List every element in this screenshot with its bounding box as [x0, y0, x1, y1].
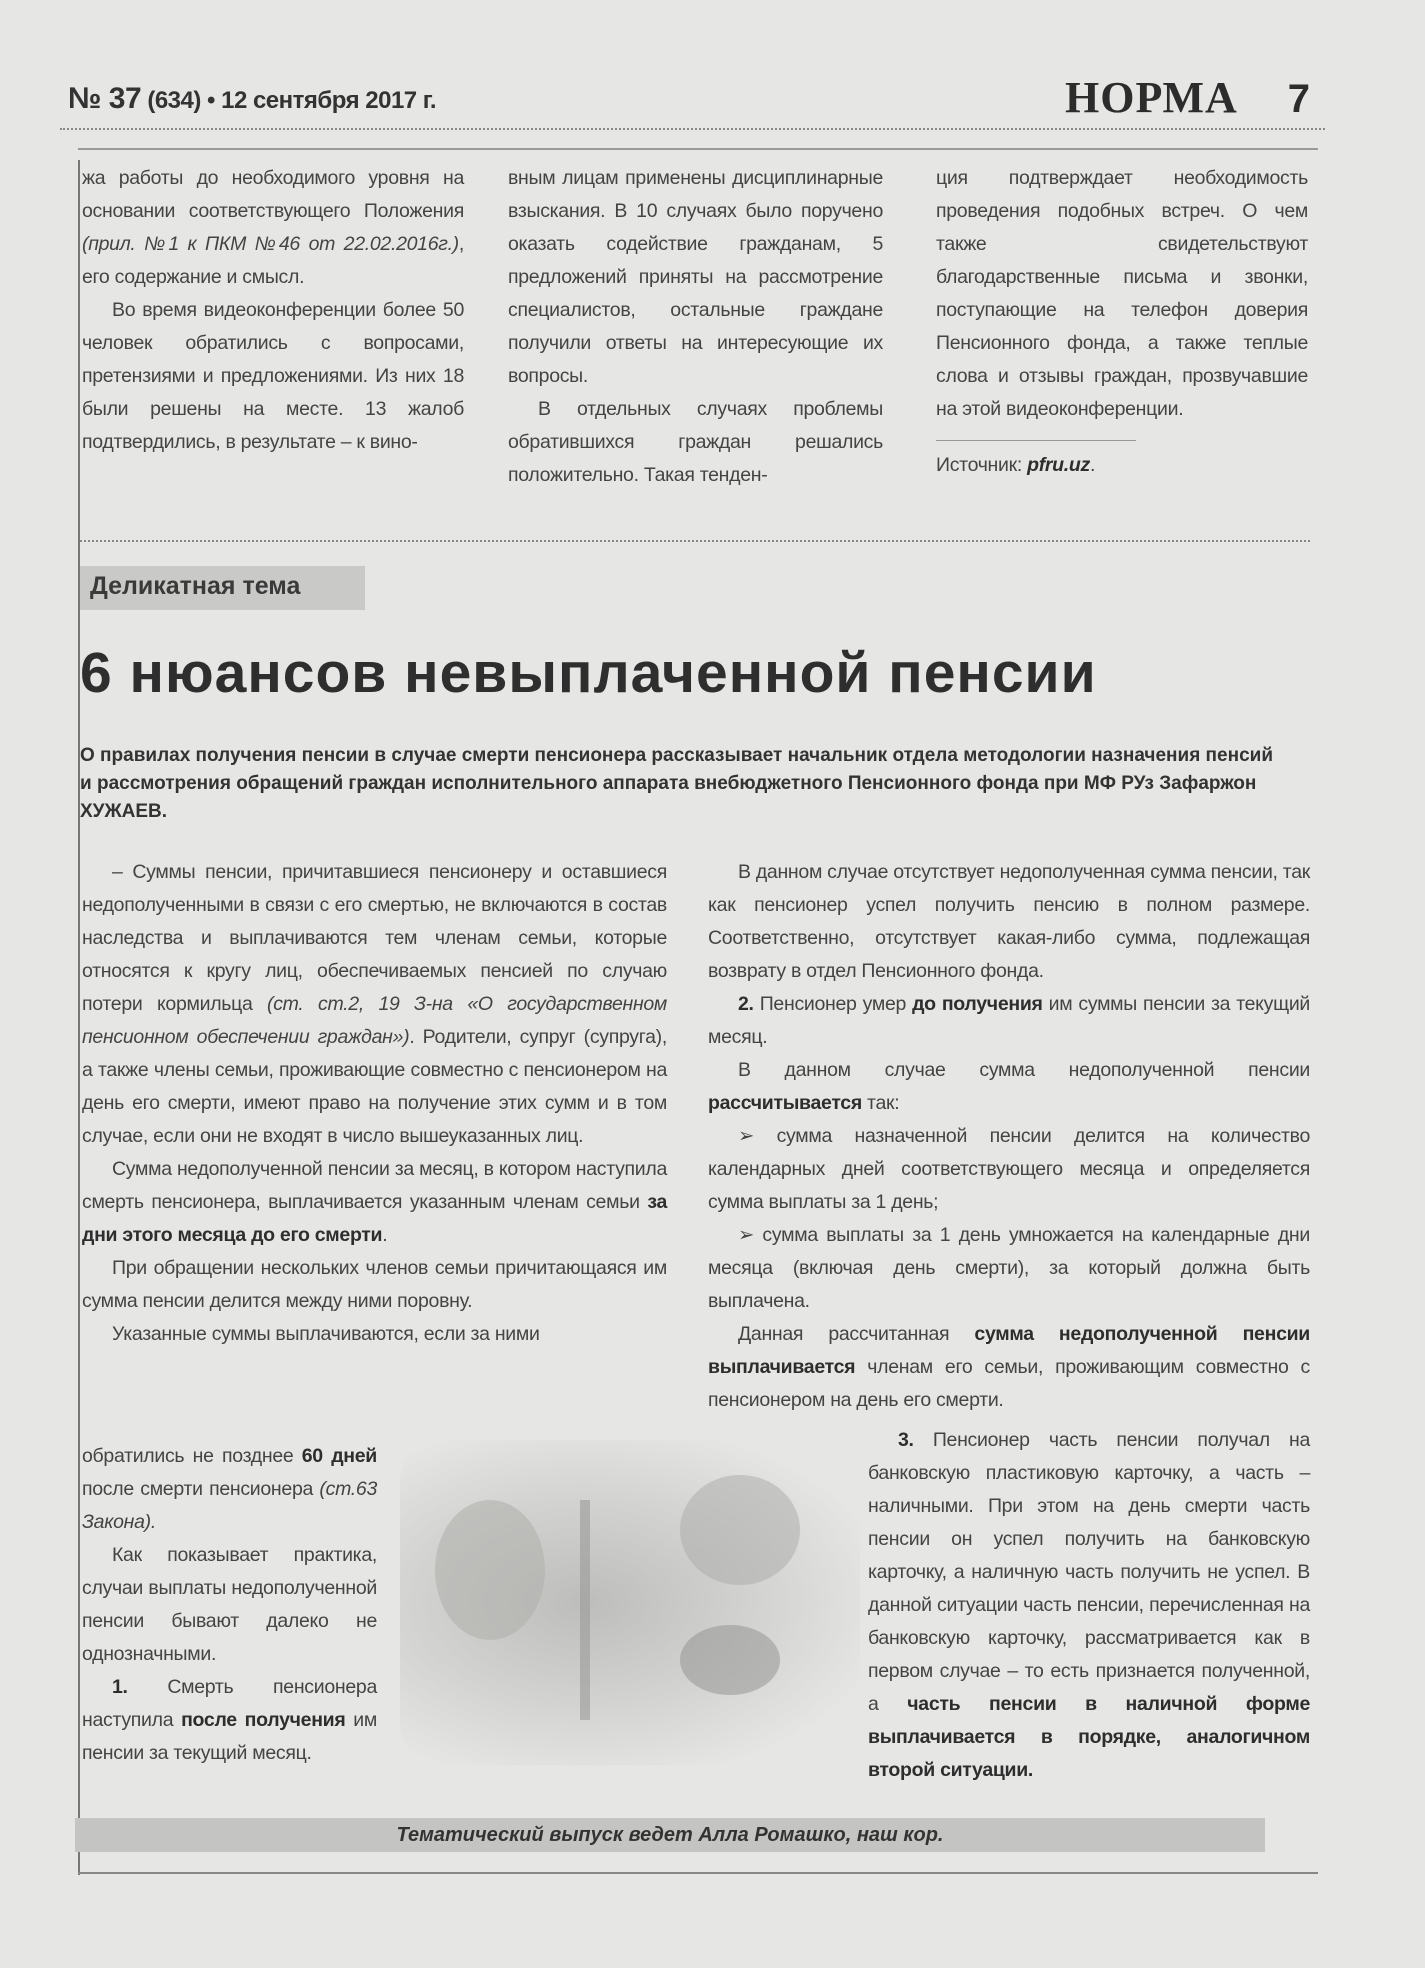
paragraph [82, 1318, 667, 1351]
top-column-1 [82, 162, 464, 459]
text: В данном случае отсутствует недополученная сумма пенсии, так как пенсионер успел получить пенсию в полном размере. Соответственно, отсутствует какая-либо сумма, подлежащая возврату в отдел Пенсионного фонда. [708, 861, 1310, 982]
italic-text: (ст. ст.2, 19 З-на «О государственном пенсионном обеспечении граждан») [82, 993, 667, 1048]
paragraph [708, 1219, 1310, 1318]
paper-name: НОРМА [1065, 73, 1238, 122]
bold-text: pfru.uz [1027, 454, 1090, 476]
text: ция подтверждает необходимость проведения подобных встреч. О чем также свидетельствуют благодарственные письма и звонки, поступающие на телефон доверия Пенсионного фонда, а также теплые слова и отзывы граждан, прозвучавшие на этой видеоконференции. [936, 167, 1308, 420]
italic-text: (ст.63 Закона). [82, 1478, 377, 1533]
issue-info [68, 82, 436, 116]
text: вным лицам применены дисциплинарные взыскания. В 10 случаях было поручено оказать содействие гражданам, 5 предложений приняты на рассмотрение специалистов, остальные граждане получили ответы на интересующие их вопросы. [508, 167, 883, 387]
bold-text: часть пенсии в наличной форме выплачивается в порядке, аналогичном второй ситуации. [868, 1693, 1310, 1781]
paragraph [82, 1153, 667, 1252]
bold-text: 2. [738, 993, 754, 1015]
paragraph [708, 988, 1310, 1054]
bold-text: 60 дней [301, 1445, 377, 1467]
text: им суммы пенсии за текущий месяц. [708, 993, 1311, 1048]
top-column-3 [936, 162, 1308, 482]
paragraph [708, 856, 1310, 988]
top-column-2 [508, 162, 883, 492]
text: Источник: [936, 454, 1028, 476]
italic-text: (прил. №1 к ПКМ №46 от 22.02.2016г.) [82, 233, 459, 255]
paragraph [508, 162, 883, 393]
section-divider [80, 540, 1310, 542]
text: В данном случае сумма недополученной пенсии [738, 1059, 1310, 1081]
text: Во время видеоконференции более 50 человек обратились с вопросами, претензиями и предложениями. Из них 18 были решены на месте. 13 жалоб подтвердились, в результате – к вино- [82, 299, 464, 453]
text: жа работы до необходимого уровня на основании соответствующего Положения [82, 167, 464, 222]
paragraph [868, 1424, 1310, 1787]
text: В отдельных случаях проблемы обратившихся граждан решались положительно. Такая тенден- [508, 398, 883, 486]
left-border [78, 160, 80, 1875]
footer-banner: Тематический выпуск ведет Алла Ромашко, наш кор. [75, 1818, 1265, 1852]
article-title: 6 нюансов невыплаченной пенсии [80, 641, 1097, 705]
bold-text: за дни этого месяца до его смерти [82, 1191, 667, 1246]
section-tag: Деликатная тема [80, 566, 365, 610]
bold-text: рассчитывается [708, 1092, 862, 1114]
left-column [82, 856, 667, 1351]
text: Указанные суммы выплачиваются, если за ними [112, 1323, 540, 1345]
text: . Родители, супруг (супруга), а также члены семьи, проживающие совместно с пенсионером на день его смерти, имеют право на получение этих сумм и в том случае, если они не входят в число вышеуказанных лиц. [82, 1026, 667, 1147]
text: ➢ сумма назначенной пенсии делится на количество календарных дней соответствующего месяца и определяется сумма выплаты за 1 день; [708, 1125, 1310, 1213]
issue-number: № 37 [68, 82, 142, 115]
text: Пенсионер умер [753, 993, 913, 1015]
right-narrow-column [868, 1424, 1310, 1787]
text: . [1089, 454, 1096, 476]
header-rule [60, 128, 1325, 130]
text: членам его семьи, проживающим совместно с пенсионером на день его смерти. [708, 1356, 1310, 1411]
text: Сумма недополученной пенсии за месяц, в котором наступила смерть пенсионера, выплачивается указанным членам семьи [82, 1158, 667, 1213]
paragraph [82, 1539, 377, 1671]
text: , его содержание и смысл. [82, 233, 464, 288]
text: после смерти пенсионера [82, 1478, 320, 1500]
masthead [1065, 72, 1311, 123]
paragraph [82, 162, 464, 294]
photo-placeholder-icon [400, 1440, 860, 1765]
text: так: [861, 1092, 900, 1114]
text: Смерть пенсионера наступила [82, 1676, 377, 1731]
paragraph [708, 1120, 1310, 1219]
text: При обращении нескольких членов семьи причитающаяся им сумма пенсии делится между ними поровну. [82, 1257, 667, 1312]
bold-text: 3. [898, 1429, 914, 1451]
right-column [708, 856, 1310, 1417]
paragraph [82, 1440, 377, 1539]
paragraph [708, 1318, 1310, 1417]
paragraph [82, 294, 464, 459]
paragraph [82, 856, 667, 1153]
text: – Суммы пенсии, причитавшиеся пенсионеру и оставшиеся недополученными в связи с его смертью, не включаются в состав наследства и выплачиваются тем членам семьи, которые относятся к кругу лиц, обеспечиваемых пенсией по случаю потери кормильца [82, 861, 667, 1015]
bold-text: до получения [912, 993, 1043, 1015]
article-lead: О правилах получения пенсии в случае смерти пенсионера рассказывает начальник отдела методологии назначения пенсий и рассмотрения обращений граждан исполнительного аппарата внебюджетного Пенсионного фонда при МФ РУз Зафаржон ХУЖАЕВ. [80, 745, 1274, 822]
issue-date: (634) • 12 сентября 2017 г. [147, 87, 437, 114]
left-narrow-column [82, 1440, 377, 1770]
bold-text: 1. [112, 1676, 128, 1698]
paragraph [708, 1054, 1310, 1120]
bold-text: после получения [181, 1709, 346, 1731]
text: Данная рассчитанная [738, 1323, 975, 1345]
text: . [382, 1224, 388, 1246]
page-number: 7 [1287, 77, 1312, 121]
text: ➢ сумма выплаты за 1 день умножается на календарные дни месяца (включая день смерти), за который должна быть выплачена. [708, 1224, 1310, 1312]
article-photo [400, 1440, 860, 1765]
paragraph [82, 1671, 377, 1770]
top-border [78, 148, 1318, 150]
bold-text: сумма недополученной пенсии выплачивается [708, 1323, 1310, 1378]
text: обратились не позднее [82, 1445, 302, 1467]
text: Пенсионер часть пенсии получал на банковскую пластиковую карточку, а часть – наличными. При этом на день смерти часть пенсии он успел получить на банковскую карточку, а наличную часть получить не успел. В данной ситуации часть пенсии, перечисленная на банковскую карточку, рассматривается как в первом случае – то есть признается полученной, а [868, 1429, 1310, 1715]
text: Как показывает практика, случаи выплаты недополученной пенсии бывают далеко не однозначными. [82, 1544, 377, 1665]
text: им пенсии за текущий месяц. [82, 1709, 377, 1764]
source-line [936, 440, 1136, 482]
paragraph [82, 1252, 667, 1318]
paragraph [936, 162, 1308, 426]
paragraph [508, 393, 883, 492]
bottom-border [78, 1872, 1318, 1874]
